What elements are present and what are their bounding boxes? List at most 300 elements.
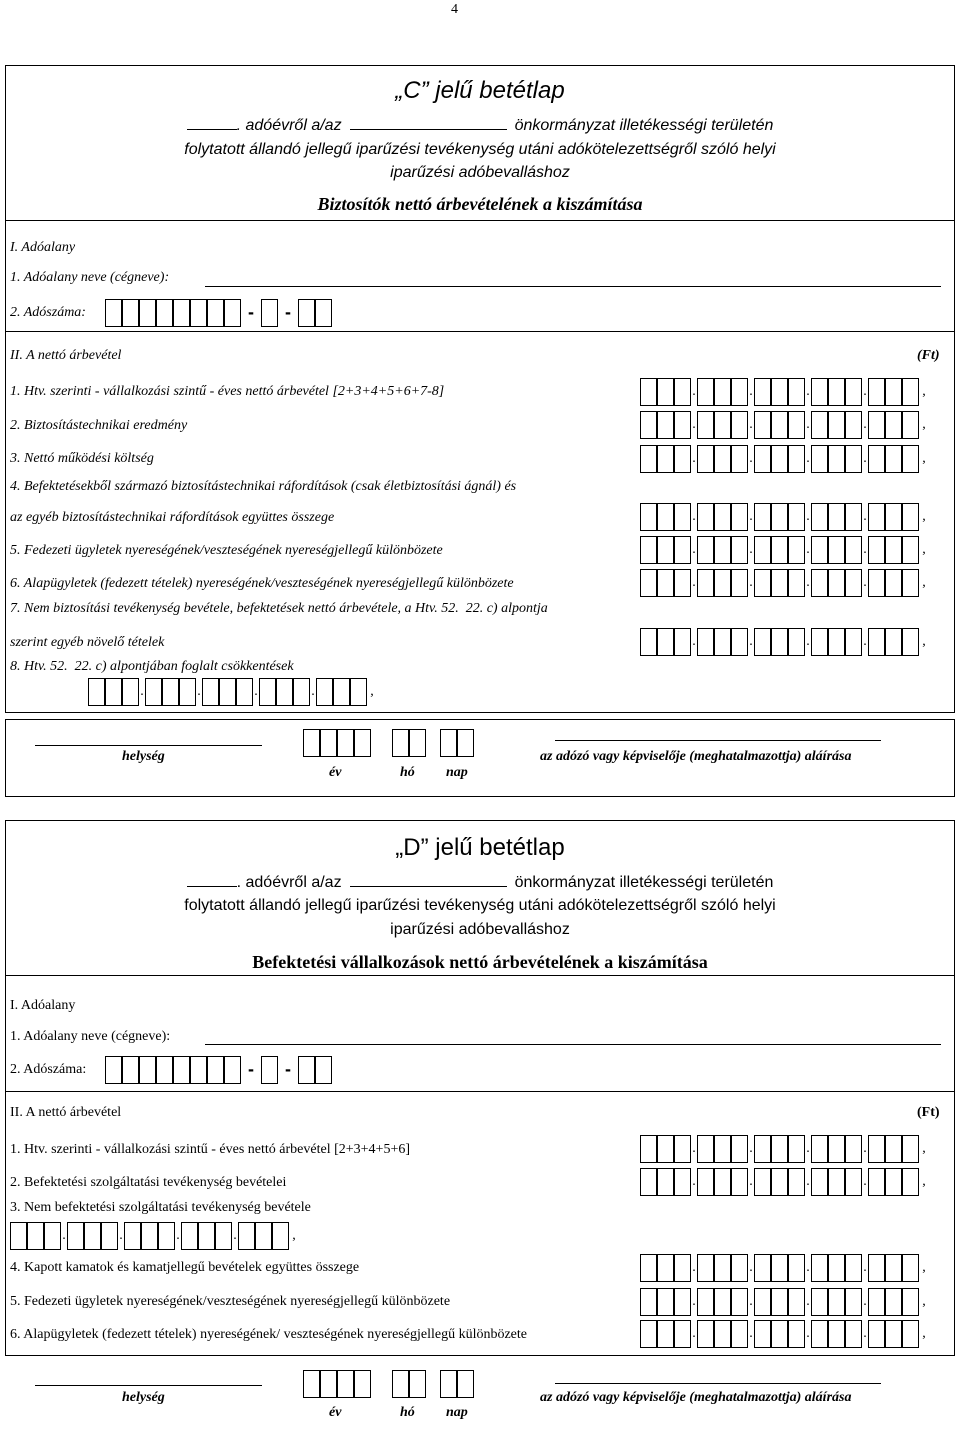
digit-box[interactable] [811, 378, 828, 406]
digit-box[interactable] [158, 1222, 175, 1250]
digit-box[interactable] [845, 411, 862, 439]
thousands-separator: . [863, 542, 867, 557]
digit-box[interactable] [27, 1222, 44, 1250]
digit-box[interactable] [811, 503, 828, 531]
place-field[interactable] [35, 745, 262, 746]
digit-box[interactable] [885, 569, 902, 597]
digit-box[interactable] [788, 536, 805, 564]
digit-box[interactable] [173, 1056, 190, 1084]
digit-box[interactable] [298, 299, 315, 327]
day-boxes [440, 1370, 474, 1398]
digit-box[interactable] [697, 1135, 714, 1163]
digit-box[interactable] [238, 1222, 255, 1250]
digit-box[interactable] [845, 628, 862, 656]
digit-box[interactable] [771, 378, 788, 406]
thousands-separator: . [806, 634, 810, 649]
digit-box[interactable] [67, 1222, 84, 1250]
digit-box[interactable] [788, 1254, 805, 1282]
thousands-separator: . [863, 575, 867, 590]
digit-box[interactable] [828, 1254, 845, 1282]
digit-box[interactable] [811, 1135, 828, 1163]
digit-box[interactable] [754, 1288, 771, 1316]
digit-box[interactable] [754, 536, 771, 564]
digit-box[interactable] [788, 569, 805, 597]
digit-box[interactable] [868, 1135, 885, 1163]
digit-box[interactable] [105, 299, 122, 327]
thousands-separator: . [692, 1141, 696, 1156]
digit-box[interactable] [771, 628, 788, 656]
digit-box[interactable] [714, 1288, 731, 1316]
digit-box[interactable] [771, 1168, 788, 1196]
digit-box[interactable] [674, 411, 691, 439]
digit-box[interactable] [409, 729, 426, 757]
thousands-separator: . [176, 1228, 180, 1243]
digit-box[interactable] [44, 1222, 61, 1250]
thousands-separator: . [806, 384, 810, 399]
digit-box[interactable] [657, 445, 674, 473]
digit-box[interactable] [392, 1370, 409, 1398]
digit-box[interactable] [337, 1370, 354, 1398]
digit-box[interactable] [788, 1135, 805, 1163]
digit-box[interactable] [845, 378, 862, 406]
digit-box[interactable] [457, 729, 474, 757]
digit-box[interactable] [731, 1320, 748, 1348]
digit-box[interactable] [392, 729, 409, 757]
digit-box[interactable] [845, 1320, 862, 1348]
thousands-separator: . [692, 542, 696, 557]
digit-box[interactable] [902, 445, 919, 473]
row-label: 6. Alapügyletek (fedezett tételek) nyereségének/veszteségének nyereségjellegű különbözete [10, 576, 514, 591]
digit-box[interactable] [714, 1135, 731, 1163]
thousands-separator: . [692, 451, 696, 466]
taxpayer-heading: I. Adóalany [10, 998, 76, 1013]
digit-box[interactable] [139, 299, 156, 327]
digit-box[interactable] [754, 503, 771, 531]
digit-box[interactable] [902, 1254, 919, 1282]
digit-box[interactable] [84, 1222, 101, 1250]
digit-box[interactable] [828, 1320, 845, 1348]
digit-box[interactable] [811, 1320, 828, 1348]
digit-box[interactable] [845, 503, 862, 531]
digit-box[interactable] [885, 1254, 902, 1282]
tax-year-blank[interactable] [187, 115, 237, 130]
digit-box[interactable] [198, 1222, 215, 1250]
thousands-separator: . [863, 417, 867, 432]
digit-box[interactable] [868, 569, 885, 597]
digit-box[interactable] [754, 1254, 771, 1282]
digit-box[interactable] [215, 1222, 232, 1250]
digit-box[interactable] [885, 1168, 902, 1196]
digit-box[interactable] [657, 378, 674, 406]
digit-box[interactable] [350, 678, 367, 706]
digit-box[interactable] [731, 1288, 748, 1316]
section-d-subtitle: Befektetési vállalkozások nettó árbevételének a kiszámítása [252, 952, 708, 972]
digit-box[interactable] [714, 1168, 731, 1196]
digit-box[interactable] [828, 536, 845, 564]
thousands-separator: . [863, 1294, 867, 1309]
digit-box[interactable] [868, 1254, 885, 1282]
amount-field [640, 628, 929, 656]
digit-box[interactable] [731, 445, 748, 473]
digit-box[interactable] [868, 1320, 885, 1348]
digit-box[interactable] [124, 1222, 141, 1250]
digit-box[interactable] [845, 1135, 862, 1163]
digit-box[interactable] [714, 378, 731, 406]
digit-box[interactable] [697, 503, 714, 531]
amount-field [640, 1135, 929, 1163]
digit-box[interactable] [657, 569, 674, 597]
digit-box[interactable] [731, 536, 748, 564]
digit-box[interactable] [811, 628, 828, 656]
digit-box[interactable] [885, 445, 902, 473]
digit-box[interactable] [697, 1288, 714, 1316]
digit-box[interactable] [640, 1254, 657, 1282]
digit-box[interactable] [902, 503, 919, 531]
digit-box[interactable] [190, 1056, 207, 1084]
digit-box[interactable] [640, 411, 657, 439]
digit-box[interactable] [885, 1288, 902, 1316]
signer-label: az adózó vagy képviselője (meghatalmazottja) aláírása [540, 749, 852, 764]
digit-box[interactable] [714, 411, 731, 439]
digit-box[interactable] [845, 1168, 862, 1196]
digit-box[interactable] [771, 536, 788, 564]
digit-box[interactable] [902, 1168, 919, 1196]
digit-box[interactable] [771, 1320, 788, 1348]
digit-box[interactable] [320, 1370, 337, 1398]
digit-box[interactable] [674, 1135, 691, 1163]
digit-box[interactable] [788, 378, 805, 406]
digit-box[interactable] [697, 569, 714, 597]
digit-box[interactable] [207, 299, 224, 327]
digit-box[interactable] [811, 411, 828, 439]
digit-box[interactable] [754, 411, 771, 439]
digit-box[interactable] [885, 503, 902, 531]
digit-box[interactable] [674, 1254, 691, 1282]
digit-box[interactable] [828, 445, 845, 473]
thousands-separator: . [863, 384, 867, 399]
section-d-header-line: folytatott állandó jellegű iparűzési tevékenység utáni adókötelezettségről szóló helyi [184, 897, 776, 914]
digit-box[interactable] [640, 445, 657, 473]
digit-box[interactable] [788, 1288, 805, 1316]
digit-box[interactable] [788, 411, 805, 439]
net-revenue-heading: II. A nettó árbevétel [10, 1105, 122, 1120]
digit-box[interactable] [333, 678, 350, 706]
digit-box[interactable] [731, 1254, 748, 1282]
digit-box[interactable] [640, 503, 657, 531]
digit-box[interactable] [828, 569, 845, 597]
digit-box[interactable] [754, 1135, 771, 1163]
digit-box[interactable] [122, 1056, 139, 1084]
digit-box[interactable] [409, 1370, 426, 1398]
amount-field [640, 569, 929, 597]
digit-box[interactable] [885, 411, 902, 439]
digit-box[interactable] [139, 1056, 156, 1084]
digit-box[interactable] [714, 1320, 731, 1348]
thousands-separator: . [749, 1294, 753, 1309]
digit-box[interactable] [754, 569, 771, 597]
signature-line[interactable] [555, 740, 881, 741]
digit-box[interactable] [320, 729, 337, 757]
digit-box[interactable] [640, 1320, 657, 1348]
digit-box[interactable] [788, 445, 805, 473]
digit-box[interactable] [828, 1288, 845, 1316]
digit-box[interactable] [674, 628, 691, 656]
digit-box[interactable] [868, 503, 885, 531]
digit-box[interactable] [674, 569, 691, 597]
digit-box[interactable] [101, 1222, 118, 1250]
digit-box[interactable] [122, 299, 139, 327]
digit-box[interactable] [902, 1320, 919, 1348]
digit-box[interactable] [845, 569, 862, 597]
day-label: nap [446, 765, 468, 780]
digit-box[interactable] [754, 628, 771, 656]
digit-box[interactable] [902, 628, 919, 656]
digit-box[interactable] [868, 1288, 885, 1316]
signature-line[interactable] [555, 1383, 881, 1384]
digit-box[interactable] [828, 411, 845, 439]
digit-box[interactable] [337, 729, 354, 757]
digit-box[interactable] [674, 1320, 691, 1348]
digit-box[interactable] [828, 1135, 845, 1163]
digit-box[interactable] [902, 1288, 919, 1316]
digit-box[interactable] [657, 628, 674, 656]
digit-box[interactable] [697, 1320, 714, 1348]
digit-box[interactable] [156, 299, 173, 327]
digit-box[interactable] [657, 1320, 674, 1348]
digit-box[interactable] [845, 1288, 862, 1316]
digit-box[interactable] [845, 536, 862, 564]
digit-box[interactable] [731, 378, 748, 406]
digit-box[interactable] [181, 1222, 198, 1250]
digit-box[interactable] [788, 1168, 805, 1196]
digit-box[interactable] [811, 1168, 828, 1196]
digit-box[interactable] [845, 1254, 862, 1282]
digit-box[interactable] [219, 678, 236, 706]
taxpayer-name-field[interactable] [205, 1044, 941, 1045]
row-label: 5. Fedezeti ügyletek nyereségének/veszteségének nyereségjellegű különbözete [10, 1294, 451, 1309]
digit-box[interactable] [105, 1056, 122, 1084]
tax-id-label: 2. Adószáma: [10, 1062, 87, 1077]
digit-box[interactable] [697, 378, 714, 406]
digit-box[interactable] [298, 1056, 315, 1084]
digit-box[interactable] [261, 1056, 278, 1084]
digit-box[interactable] [657, 1288, 674, 1316]
digit-box[interactable] [674, 378, 691, 406]
digit-box[interactable] [811, 1254, 828, 1282]
digit-box[interactable] [845, 445, 862, 473]
digit-box[interactable] [697, 1168, 714, 1196]
digit-box[interactable] [731, 503, 748, 531]
digit-box[interactable] [868, 411, 885, 439]
digit-box[interactable] [657, 1254, 674, 1282]
digit-box[interactable] [224, 299, 241, 327]
digit-box[interactable] [771, 1288, 788, 1316]
digit-box[interactable] [754, 1320, 771, 1348]
digit-box[interactable] [771, 503, 788, 531]
thousands-separator: . [806, 542, 810, 557]
digit-box[interactable] [190, 299, 207, 327]
digit-box[interactable] [640, 536, 657, 564]
digit-box[interactable] [162, 678, 179, 706]
digit-box[interactable] [88, 678, 105, 706]
digit-box[interactable] [293, 678, 310, 706]
municipality-blank[interactable] [350, 872, 507, 887]
intro-after-year-text: . adóévről a/az [236, 874, 342, 891]
row-label: 3. Nettó működési költség [10, 451, 154, 466]
digit-box[interactable] [272, 1222, 289, 1250]
digit-box[interactable] [885, 536, 902, 564]
digit-box[interactable] [714, 628, 731, 656]
digit-box[interactable] [714, 503, 731, 531]
digit-box[interactable] [788, 1320, 805, 1348]
digit-box[interactable] [811, 1288, 828, 1316]
digit-box[interactable] [771, 445, 788, 473]
taxpayer-name-field[interactable] [205, 286, 941, 287]
digit-box[interactable] [788, 628, 805, 656]
digit-box[interactable] [640, 1288, 657, 1316]
digit-box[interactable] [179, 678, 196, 706]
digit-box[interactable] [259, 678, 276, 706]
digit-box[interactable] [811, 536, 828, 564]
thousands-separator: . [806, 1141, 810, 1156]
digit-box[interactable] [811, 445, 828, 473]
digit-box[interactable] [731, 411, 748, 439]
digit-box[interactable] [236, 678, 253, 706]
digit-box[interactable] [224, 1056, 241, 1084]
digit-box[interactable] [828, 503, 845, 531]
digit-box[interactable] [828, 628, 845, 656]
digit-box[interactable] [674, 1168, 691, 1196]
digit-box[interactable] [788, 503, 805, 531]
digit-box[interactable] [315, 299, 332, 327]
digit-box[interactable] [885, 378, 902, 406]
tax-id-field [105, 1056, 332, 1084]
digit-box[interactable] [714, 445, 731, 473]
digit-box[interactable] [316, 678, 333, 706]
digit-box[interactable] [868, 536, 885, 564]
digit-box[interactable] [674, 445, 691, 473]
thousands-separator: . [62, 1228, 66, 1243]
digit-box[interactable] [714, 569, 731, 597]
digit-box[interactable] [657, 536, 674, 564]
digit-box[interactable] [303, 729, 320, 757]
digit-box[interactable] [640, 1135, 657, 1163]
digit-box[interactable] [885, 1320, 902, 1348]
digit-box[interactable] [657, 1168, 674, 1196]
digit-box[interactable] [902, 569, 919, 597]
tax-year-blank[interactable] [187, 872, 237, 887]
digit-box[interactable] [640, 378, 657, 406]
row-label: 2. Biztosítástechnikai eredmény [10, 418, 188, 433]
digit-box[interactable] [697, 1254, 714, 1282]
digit-box[interactable] [731, 1168, 748, 1196]
digit-box[interactable] [105, 678, 122, 706]
digit-box[interactable] [754, 1168, 771, 1196]
digit-box[interactable] [141, 1222, 158, 1250]
digit-box[interactable] [303, 1370, 320, 1398]
digit-box[interactable] [697, 628, 714, 656]
digit-box[interactable] [771, 1135, 788, 1163]
digit-box[interactable] [771, 569, 788, 597]
digit-box[interactable] [771, 1254, 788, 1282]
digit-box[interactable] [828, 378, 845, 406]
place-field[interactable] [35, 1385, 262, 1386]
municipality-blank[interactable] [350, 115, 507, 130]
digit-box[interactable] [640, 628, 657, 656]
thousands-separator: . [863, 451, 867, 466]
digit-box[interactable] [207, 1056, 224, 1084]
digit-box[interactable] [731, 569, 748, 597]
digit-box[interactable] [697, 411, 714, 439]
digit-box[interactable] [674, 536, 691, 564]
digit-box[interactable] [697, 445, 714, 473]
digit-box[interactable] [868, 378, 885, 406]
thousands-separator: . [692, 1294, 696, 1309]
digit-box[interactable] [145, 678, 162, 706]
thousands-separator: . [749, 1141, 753, 1156]
digit-box[interactable] [868, 628, 885, 656]
digit-box[interactable] [714, 1254, 731, 1282]
digit-box[interactable] [173, 299, 190, 327]
digit-box[interactable] [885, 628, 902, 656]
digit-box[interactable] [657, 503, 674, 531]
digit-box[interactable] [255, 1222, 272, 1250]
digit-box[interactable] [315, 1056, 332, 1084]
digit-box[interactable] [261, 299, 278, 327]
digit-box[interactable] [902, 1135, 919, 1163]
digit-box[interactable] [697, 536, 714, 564]
digit-box[interactable] [122, 678, 139, 706]
digit-box[interactable] [156, 1056, 173, 1084]
digit-box[interactable] [674, 503, 691, 531]
digit-box[interactable] [754, 445, 771, 473]
digit-box[interactable] [674, 1288, 691, 1316]
digit-box[interactable] [828, 1168, 845, 1196]
section-c-title: „C” jelű betétlap [395, 77, 565, 104]
digit-box[interactable] [811, 569, 828, 597]
tax-id-separator: - [285, 1059, 291, 1079]
digit-box[interactable] [714, 536, 731, 564]
digit-box[interactable] [657, 411, 674, 439]
tax-id-separator: - [248, 1059, 254, 1079]
digit-box[interactable] [902, 411, 919, 439]
digit-box[interactable] [354, 729, 371, 757]
year-label: év [329, 1405, 342, 1420]
digit-box[interactable] [868, 1168, 885, 1196]
thousands-separator: . [692, 1174, 696, 1189]
digit-box[interactable] [276, 678, 293, 706]
digit-box[interactable] [731, 628, 748, 656]
digit-box[interactable] [10, 1222, 27, 1250]
thousands-separator: . [749, 509, 753, 524]
digit-box[interactable] [354, 1370, 371, 1398]
digit-box[interactable] [902, 536, 919, 564]
digit-box[interactable] [885, 1135, 902, 1163]
digit-box[interactable] [868, 445, 885, 473]
digit-box[interactable] [640, 1168, 657, 1196]
digit-box[interactable] [640, 569, 657, 597]
place-label: helység [122, 1390, 165, 1405]
digit-box[interactable] [902, 378, 919, 406]
digit-box[interactable] [731, 1135, 748, 1163]
digit-box[interactable] [457, 1370, 474, 1398]
digit-box[interactable] [202, 678, 219, 706]
digit-box[interactable] [440, 729, 457, 757]
digit-box[interactable] [754, 378, 771, 406]
digit-box[interactable] [771, 411, 788, 439]
digit-box[interactable] [440, 1370, 457, 1398]
digit-box[interactable] [657, 1135, 674, 1163]
